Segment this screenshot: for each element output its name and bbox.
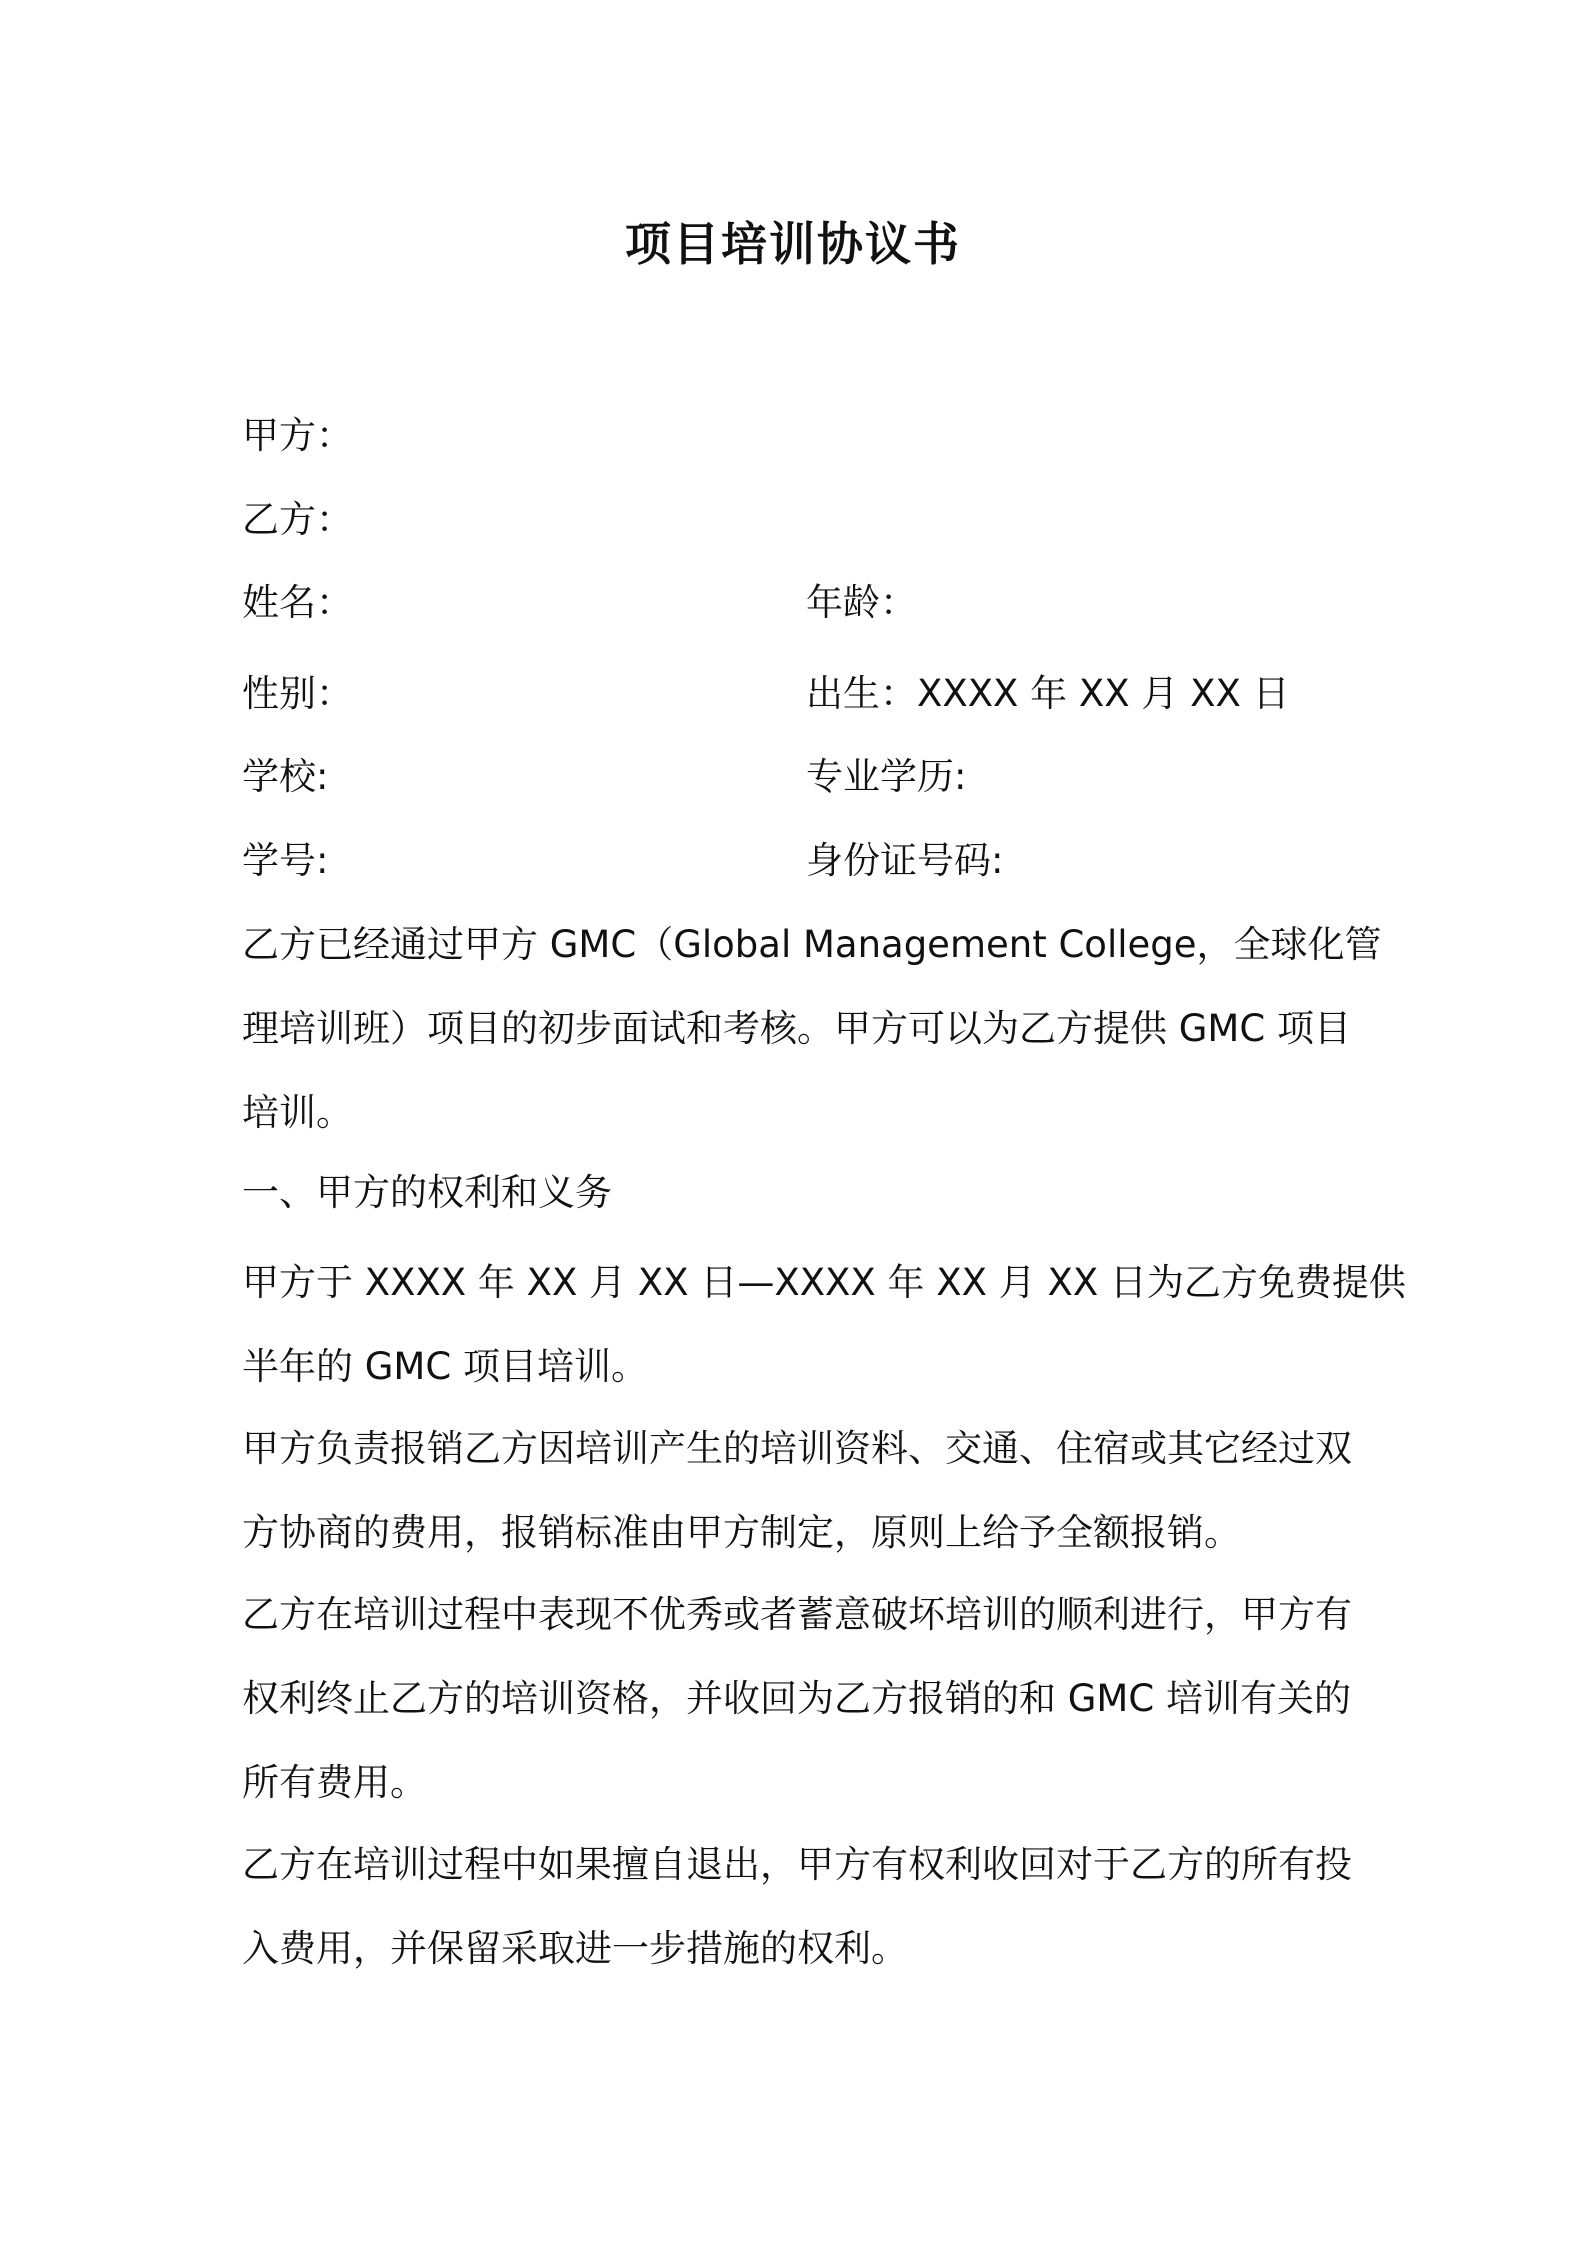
clause-line: 权利终止乙方的培训资格，并收回为乙方报销的和 GMC 培训有关的 bbox=[242, 1677, 1351, 1720]
clause-line: 甲方负责报销乙方因培训产生的培训资料、交通、住宿或其它经过双 bbox=[242, 1427, 1352, 1470]
party-a-label: 甲方： bbox=[242, 414, 353, 457]
major-label: 专业学历: bbox=[806, 755, 967, 798]
student-id-label: 学号: bbox=[242, 839, 329, 882]
party-b-label: 乙方： bbox=[242, 498, 353, 541]
clause-line: 半年的 GMC 项目培训。 bbox=[242, 1345, 648, 1388]
intro-line: 乙方已经通过甲方 GMC（Global Management College，全球化管 bbox=[242, 923, 1382, 966]
id-number-label: 身份证号码: bbox=[806, 839, 1004, 882]
name-label: 姓名： bbox=[242, 581, 353, 624]
clause-paragraph bbox=[242, 1241, 1406, 1409]
clause-paragraph bbox=[242, 1573, 1362, 1825]
section-heading bbox=[242, 1151, 1362, 1235]
birth-label: 出生：XXXX 年 XX 月 XX 日 bbox=[806, 672, 1290, 715]
school-label: 学校: bbox=[242, 755, 329, 798]
intro-line: 理培训班）项目的初步面试和考核。甲方可以为乙方提供 GMC 项目 bbox=[242, 1007, 1351, 1050]
section-heading-text: 一、甲方的权利和义务 bbox=[242, 1171, 612, 1214]
intro-line: 培训。 bbox=[242, 1091, 353, 1134]
clause-line: 入费用，并保留采取进一步措施的权利。 bbox=[242, 1927, 908, 1970]
clause-paragraph bbox=[242, 1407, 1362, 1575]
clause-line: 乙方在培训过程中表现不优秀或者蓄意破坏培训的顺利进行，甲方有 bbox=[242, 1593, 1352, 1636]
age-label: 年龄： bbox=[806, 581, 917, 624]
clause-line: 所有费用。 bbox=[242, 1761, 427, 1804]
clause-paragraph bbox=[242, 1823, 1362, 1991]
clause-line: 方协商的费用，报销标准由甲方制定，原则上给予全额报销。 bbox=[242, 1511, 1241, 1554]
clause-line: 甲方于 XXXX 年 XX 月 XX 日—XXXX 年 XX 月 XX 日为乙方免费提供 bbox=[242, 1261, 1406, 1304]
document-title: 项目培训协议书 bbox=[625, 217, 961, 271]
clause-line: 乙方在培训过程中如果擅自退出，甲方有权利收回对于乙方的所有投 bbox=[242, 1843, 1352, 1886]
gender-label: 性别： bbox=[242, 672, 353, 715]
intro-paragraph bbox=[242, 903, 1382, 1155]
